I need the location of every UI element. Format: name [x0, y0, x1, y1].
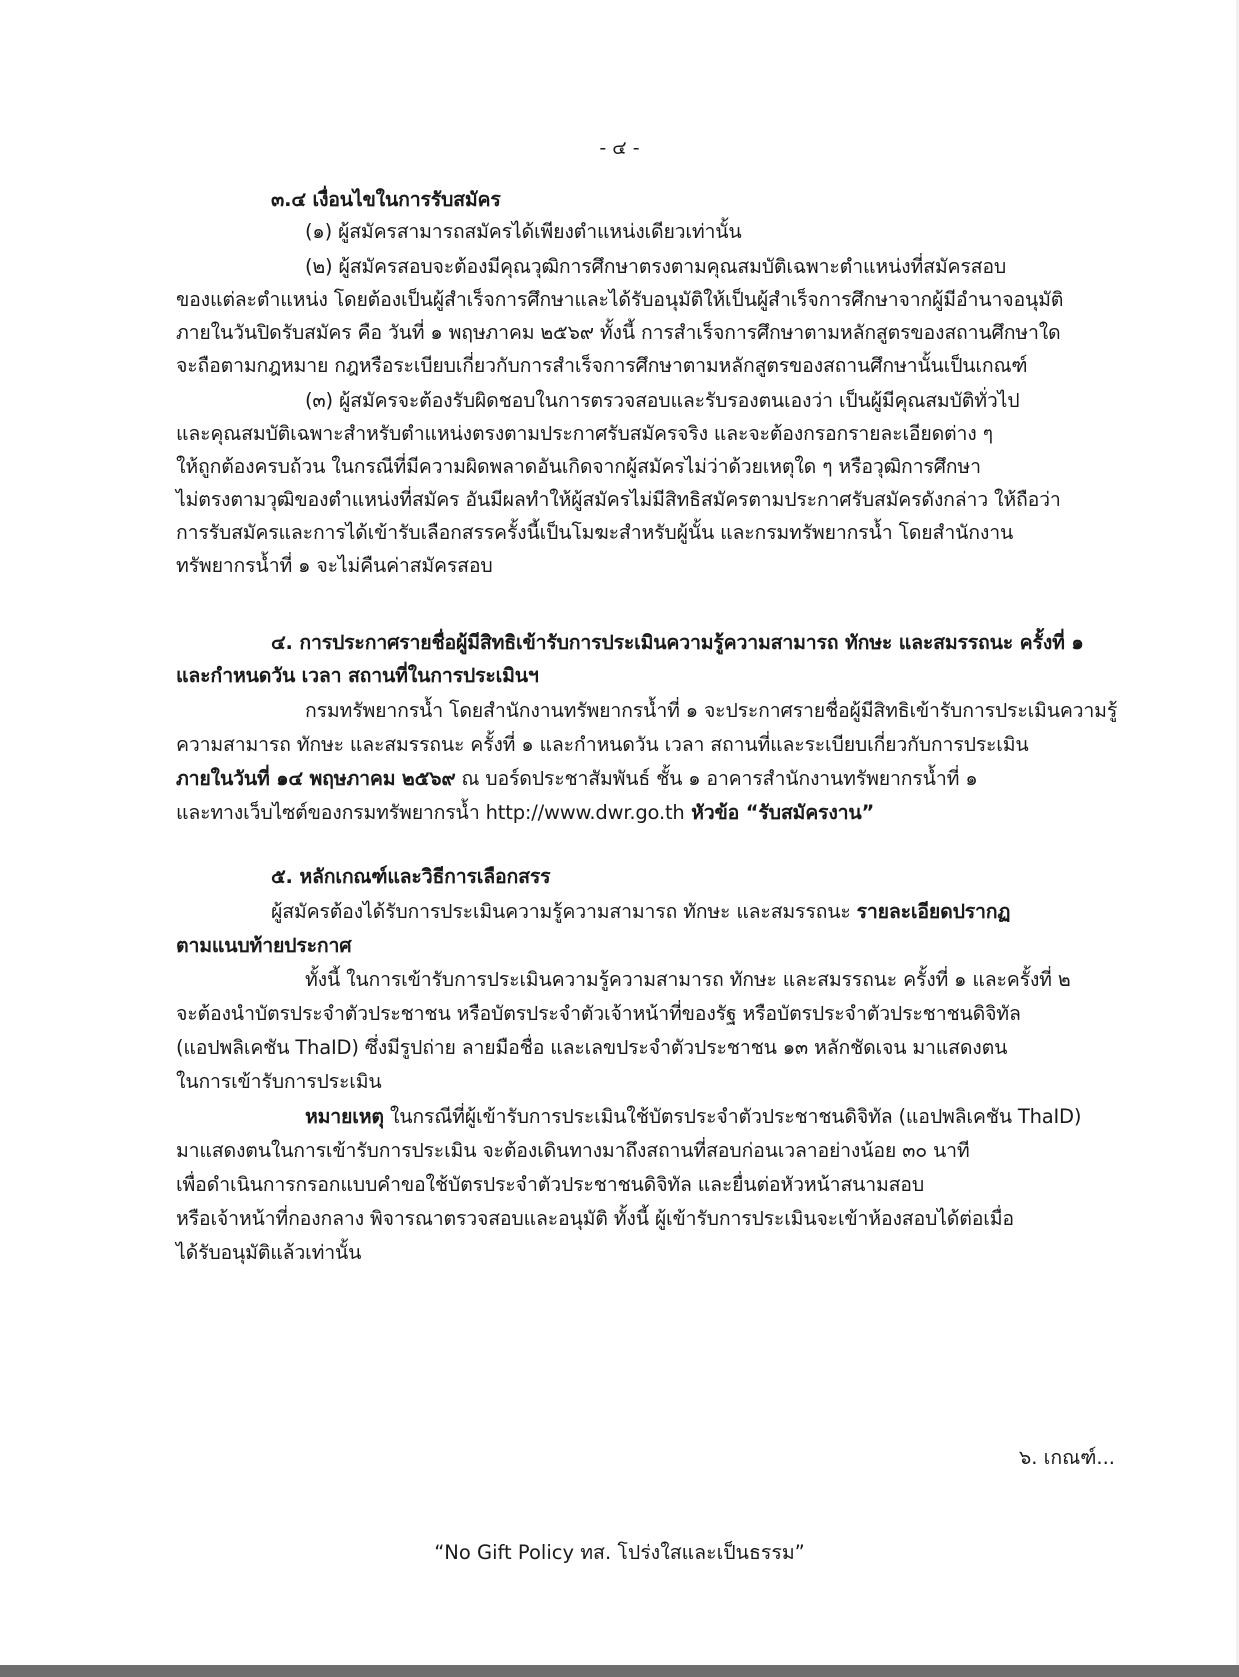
- section-4-heading-line-1: ๔. การประกาศรายชื่อผู้มีสิทธิเข้ารับการประเมินความรู้ความสามารถ ทักษะ และสมรรถนะ ครั้งที่ ๑: [271, 631, 1084, 654]
- section-5-para-1-line-1: [271, 897, 1010, 927]
- note-line-2: มาแสดงตนในการเข้ารับการประเมิน จะต้องเดินทางมาถึงสถานที่สอบก่อนเวลาอย่างน้อย ๓๐ นาที: [176, 1139, 970, 1162]
- website-prefix: และทางเว็บไซต์ของกรมทรัพยากรน้ำ: [176, 801, 486, 824]
- next-page-continuation: ๖. เกณฑ์...: [1018, 1446, 1115, 1469]
- section-4-body-line-1: กรมทรัพยากรน้ำ โดยสำนักงานทรัพยากรน้ำที่ ๑ จะประกาศรายชื่อผู้มีสิทธิเข้ารับการประเมินความรู้: [305, 699, 1118, 722]
- page-number: - ๔ -: [599, 137, 640, 159]
- website-link[interactable]: http://www.dwr.go.th: [485, 801, 685, 824]
- section-4-body-line-3: [176, 764, 978, 794]
- note-line-4: หรือเจ้าหน้าที่กองกลาง พิจารณาตรวจสอบและอนุมัติ ทั้งนี้ ผู้เข้ารับการประเมินจะเข้าห้องสอบได้ต่อเมื่อ: [176, 1207, 1014, 1230]
- section-4-body-line-4: [176, 798, 874, 828]
- section-3-4-item-1: (๑) ผู้สมัครสามารถสมัครได้เพียงตำแหน่งเดียวเท่านั้น: [305, 220, 742, 243]
- section-3-4-heading: ๓.๔ เงื่อนไขในการรับสมัคร: [271, 188, 501, 211]
- section-3-4-item-3-line-4: ไม่ตรงตามวุฒิของตำแหน่งที่สมัคร อันมีผลทำให้ผู้สมัครไม่มีสิทธิสมัครตามประกาศรับสมัครดังกล่าว ให้ถือว่า: [176, 488, 1061, 511]
- scan-edge-bottom: [0, 1665, 1239, 1677]
- section-3-4-item-3-line-1: (๓) ผู้สมัครจะต้องรับผิดชอบในการตรวจสอบและรับรองตนเองว่า เป็นผู้มีคุณสมบัติทั่วไป: [305, 389, 1020, 412]
- section-3-4-item-2-line-3: ภายในวันปิดรับสมัคร คือ วันที่ ๑ พฤษภาคม ๒๕๖๙ ทั้งนี้ การสำเร็จการศึกษาตามหลักสูตรของสถานศึกษาใด: [176, 321, 1061, 344]
- note-text-1: ในกรณีที่ผู้เข้ารับการประเมินใช้บัตรประจำตัวประชาชนดิจิทัล (แอปพลิเคชัน ThaID): [383, 1105, 1082, 1128]
- announcement-date: ภายในวันที่ ๑๔ พฤษภาคม ๒๕๖๙: [176, 767, 456, 790]
- announcement-location: ณ บอร์ดประชาสัมพันธ์ ชั้น ๑ อาคารสำนักงานทรัพยากรน้ำที่ ๑: [455, 767, 978, 790]
- section-5-heading: ๕. หลักเกณฑ์และวิธีการเลือกสรร: [271, 865, 551, 888]
- section-3-4-item-2-line-2: ของแต่ละตำแหน่ง โดยต้องเป็นผู้สำเร็จการศึกษาและได้รับอนุมัติให้เป็นผู้สำเร็จการศึกษาจากผู้มีอำนาจอนุมัติ: [176, 288, 1064, 311]
- section-3-4-item-3-line-3: ให้ถูกต้องครบถ้วน ในกรณีที่มีความผิดพลาดอันเกิดจากผู้สมัครไม่ว่าด้วยเหตุใด ๆ หรือวุฒิการศึกษา: [176, 455, 981, 478]
- section-5-para-2-line-3: (แอปพลิเคชัน ThaID) ซึ่งมีรูปถ่าย ลายมือชื่อ และเลขประจำตัวประชาชน ๑๓ หลักชัดเจน มาแสดงตน: [176, 1036, 1008, 1059]
- note-line-3: เพื่อดำเนินการกรอกแบบคำขอใช้บัตรประจำตัวประชาชนดิจิทัล และยื่นต่อหัวหน้าสนามสอบ: [176, 1173, 924, 1196]
- section-3-4-item-3-line-2: และคุณสมบัติเฉพาะสำหรับตำแหน่งตรงตามประกาศรับสมัครจริง และจะต้องกรอกรายละเอียดต่าง ๆ: [176, 422, 993, 445]
- note-label: หมายเหตุ: [305, 1105, 384, 1128]
- note-line-5: ได้รับอนุมัติแล้วเท่านั้น: [176, 1241, 362, 1264]
- website-topic: หัวข้อ “รับสมัครงาน”: [684, 801, 875, 824]
- section-5-para-1-bold: รายละเอียดปรากฏ: [856, 900, 1011, 923]
- section-3-4-item-2-line-1: (๒) ผู้สมัครสอบจะต้องมีคุณวุฒิการศึกษาตรงตามคุณสมบัติเฉพาะตำแหน่งที่สมัครสอบ: [305, 255, 1007, 278]
- section-4-body-line-2: ความสามารถ ทักษะ และสมรรถนะ ครั้งที่ ๑ และกำหนดวัน เวลา สถานที่และระเบียบเกี่ยวกับการประเมิน: [176, 733, 1029, 756]
- note-line-1: [305, 1102, 1081, 1132]
- section-5-para-1-line-2: ตามแนบท้ายประกาศ: [176, 934, 352, 957]
- section-5-para-1-text: ผู้สมัครต้องได้รับการประเมินความรู้ความสามารถ ทักษะ และสมรรถนะ: [271, 900, 857, 923]
- section-3-4-item-3-line-5: การรับสมัครและการได้เข้ารับเลือกสรรครั้งนี้เป็นโมฆะสำหรับผู้นั้น และกรมทรัพยากรน้ำ โดยสำนักงาน: [176, 521, 1014, 544]
- section-4-heading-line-2: และกำหนดวัน เวลา สถานที่ในการประเมินฯ: [176, 664, 539, 687]
- footer-motto: “No Gift Policy ทส. โปร่งใสและเป็นธรรม”: [434, 1541, 805, 1564]
- section-3-4-item-3-line-6: ทรัพยากรน้ำที่ ๑ จะไม่คืนค่าสมัครสอบ: [176, 554, 493, 577]
- section-3-4-item-2-line-4: จะถือตามกฎหมาย กฎหรือระเบียบเกี่ยวกับการสำเร็จการศึกษาตามหลักสูตรของสถานศึกษานั้นเป็นเกณฑ์: [176, 354, 1028, 377]
- section-5-para-2-line-4: ในการเข้ารับการประเมิน: [176, 1070, 382, 1093]
- section-5-para-2-line-1: ทั้งนี้ ในการเข้ารับการประเมินความรู้ความสามารถ ทักษะ และสมรรถนะ ครั้งที่ ๑ และครั้งที่ ๒: [305, 968, 1071, 991]
- section-5-para-2-line-2: จะต้องนำบัตรประจำตัวประชาชน หรือบัตรประจำตัวเจ้าหน้าที่ของรัฐ หรือบัตรประจำตัวประชาชนดิจิทัล: [176, 1002, 1021, 1025]
